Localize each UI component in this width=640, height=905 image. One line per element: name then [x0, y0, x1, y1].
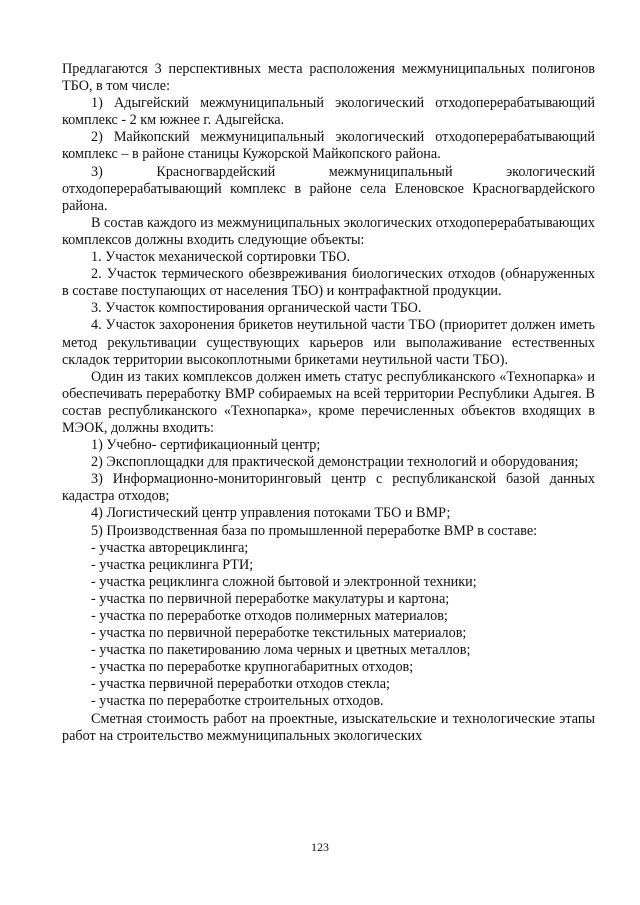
paragraph: 4) Логистический центр управления потоками ТБО и ВМР; [91, 505, 451, 522]
list-item: - участка рециклинга РТИ; [91, 556, 254, 573]
paragraph: 3) Красногвардейский межмуниципальный экологический отходоперерабатывающий комплекс в районе села Еленовское Красногвардейского района. [62, 163, 595, 214]
list-item: - участка по первичной переработке текстильных материалов; [91, 625, 467, 642]
paragraph: 2. Участок термического обезвреживания биологических отходов (обнаруженных в составе поступающих от населения ТБО) и контрафактной продукции. [62, 266, 595, 300]
paragraph: 1) Адыгейский межмуниципальный экологический отходоперерабатывающий комплекс - 2 км южнее г. Адыгейска. [62, 95, 595, 129]
list-item: - участка по пакетированию лома черных и цветных металлов; [91, 642, 471, 659]
paragraph: Сметная стоимость работ на проектные, изыскательские и технологические этапы работ на строительство межмуниципальных экологических [62, 710, 595, 744]
paragraph: Один из таких комплексов должен иметь статус республиканского «Технопарка» и обеспечивать переработку ВМР собираемых на всей территории Республики Адыгея. В состав республиканского «Технопарка», кроме перечисленных объектов входящих в МЭОК, должны входить: [62, 368, 595, 436]
paragraph: В состав каждого из межмуниципальных экологических отходоперерабатывающих комплексов должны входить следующие объекты: [62, 214, 595, 248]
list-item: - участка по переработке крупногабаритных отходов; [91, 659, 414, 676]
paragraph: 3) Информационно-мониторинговый центр с республиканской базой данных кадастра отходов; [62, 471, 595, 505]
list-item: - участка первичной переработки отходов стекла; [91, 676, 390, 693]
paragraph: Предлагаются 3 перспективных места расположения межмуниципальных полигонов ТБО, в том числе: [62, 61, 595, 95]
paragraph: 1) Учебно- сертификационный центр; [91, 437, 321, 454]
list-item: - участка по первичной переработке макулатуры и картона; [91, 590, 450, 607]
paragraph: 2) Майкопский межмуниципальный экологический отходоперерабатывающий комплекс – в районе станицы Кужорской Майкопского района. [62, 129, 595, 163]
list-item: - участка рециклинга сложной бытовой и электронной техники; [91, 573, 477, 590]
paragraph: 4. Участок захоронения брикетов неутильной части ТБО (приоритет должен иметь метод рекультивации существующих карьеров или выполаживание естественных складок территории высокоплотными брикетами неутильной части ТБО). [62, 317, 595, 368]
paragraph: 2) Экспоплощадки для практической демонстрации технологий и оборудования; [91, 454, 579, 471]
list-item: - участка по переработке отходов полимерных материалов; [91, 608, 448, 624]
paragraph: 5) Производственная база по промышленной переработке ВМР в составе: [91, 522, 538, 539]
list-item: - участка авторециклинга; [91, 539, 249, 556]
body-text [62, 61, 595, 745]
list-item: - участка по переработке строительных отходов. [91, 693, 384, 710]
paragraph: 1. Участок механической сортировки ТБО. [91, 249, 350, 266]
page-number: 123 [311, 840, 329, 854]
paragraph: 3. Участок компостирования органической части ТБО. [91, 300, 422, 317]
